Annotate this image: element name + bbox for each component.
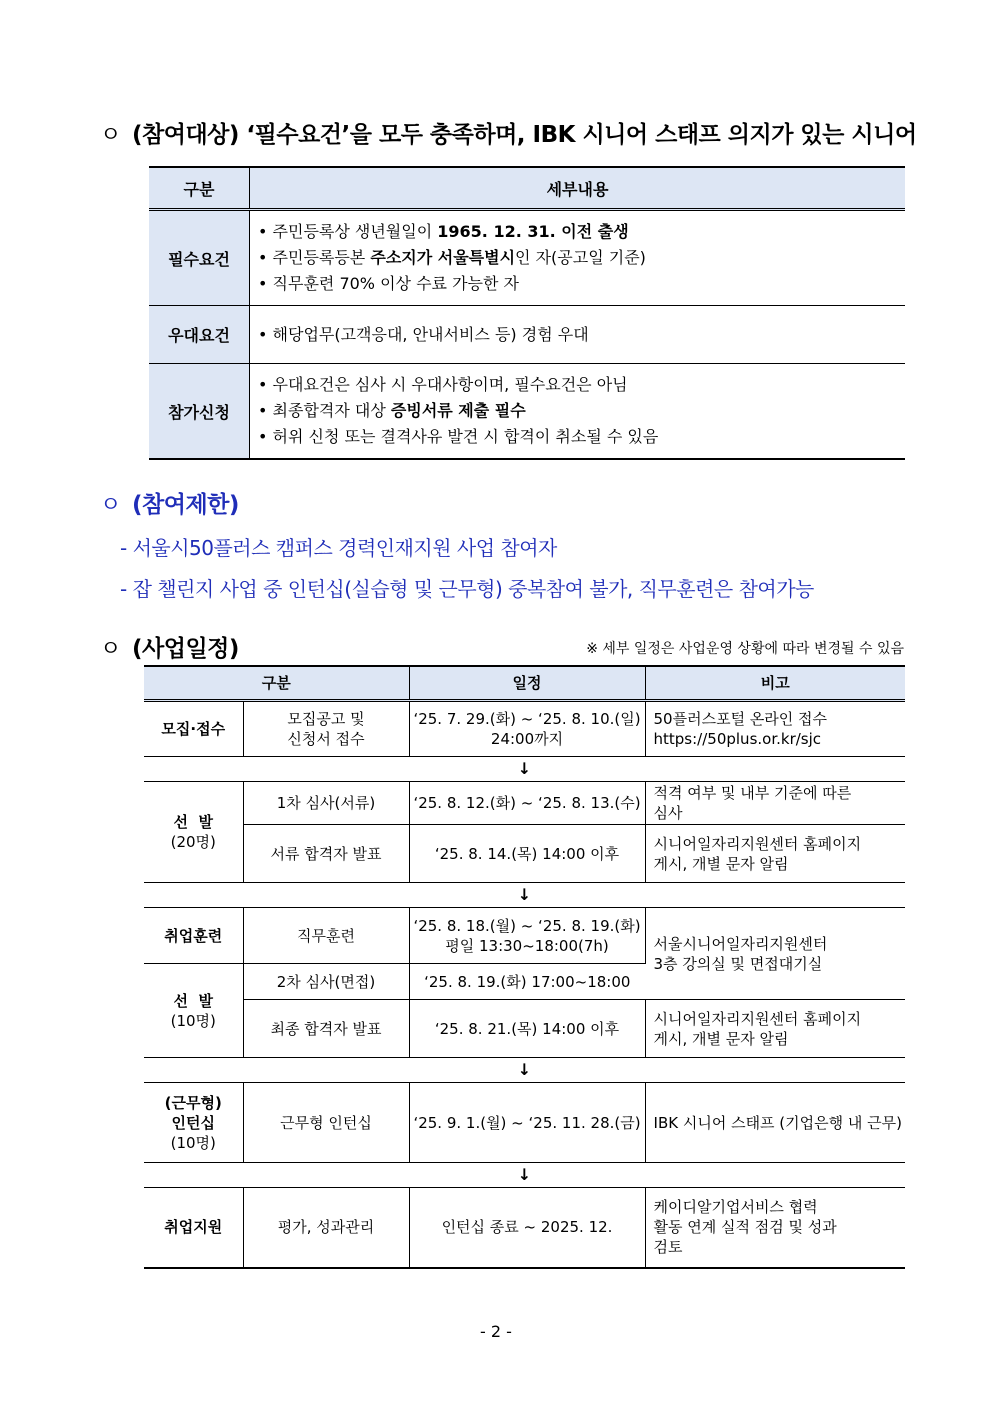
flow-arrow-row: [144, 757, 905, 782]
details-preferred: [250, 306, 906, 364]
table-row: [149, 306, 905, 364]
item-text: 주민등록등본: [272, 248, 371, 267]
bullet-marker: ㅇ: [100, 493, 121, 518]
table-row-select1: [144, 782, 905, 825]
heading-text: (사업일정): [132, 636, 239, 662]
stage-count: (10명): [170, 1133, 216, 1152]
restriction-line: - 서울시50플러스 캠퍼스 경력인재지원 사업 참여자: [120, 536, 557, 560]
task-cell: 직무훈련: [243, 908, 409, 964]
date-cell: ‘25. 7. 29.(화) ~ ‘25. 8. 10.(일) 24:00까지: [409, 701, 645, 757]
details-application: [250, 364, 906, 460]
remark-cell: IBK 시니어 스태프 (기업은행 내 근무): [645, 1083, 905, 1163]
category-required: 필수요건: [149, 210, 250, 306]
item-text: 허위 신청 또는 결격사유 발견 시 합격이 취소될 수 있음: [272, 427, 659, 446]
item-emphasis: 주소지가 서울특별시: [370, 248, 516, 267]
eligibility-table: [149, 166, 905, 460]
table-header-row: [149, 167, 905, 210]
remark-cell: 적격 여부 및 내부 기준에 따른 심사: [645, 782, 905, 825]
task-cell: 1차 심사(서류): [243, 782, 409, 825]
stage-count: (20명): [170, 833, 216, 851]
section-heading-participants: [100, 116, 917, 149]
header-category: 구분: [144, 666, 409, 701]
stage-intern: [144, 1083, 243, 1163]
stage-select-first: [144, 782, 243, 883]
header-remarks: 비고: [645, 666, 905, 701]
table-row-support: [144, 1188, 905, 1268]
schedule-table: [144, 665, 905, 1269]
task-cell: 최종 합격자 발표: [243, 1000, 409, 1058]
item-text: 주민등록상 생년월일이: [272, 222, 438, 241]
restriction-line: - 잡 챌린지 사업 중 인턴십(실습형 및 근무형) 중복참여 불가, 직무훈련은 참여가능: [120, 577, 814, 601]
table-row: [149, 210, 905, 306]
remark-cell: 시니어일자리지원센터 홈페이지 게시, 개별 문자 알림: [645, 1000, 905, 1058]
down-arrow-icon: ↓: [144, 1058, 905, 1083]
schedule-note: ※ 세부 일정은 사업운영 상황에 따라 변경될 수 있음: [586, 641, 904, 657]
down-arrow-icon: ↓: [144, 883, 905, 908]
list-item: [258, 398, 905, 424]
date-cell: ‘25. 8. 19.(화) 17:00~18:00: [409, 964, 645, 1000]
task-cell: 평가, 성과관리: [243, 1188, 409, 1268]
date-cell: 인턴십 종료 ~ 2025. 12.: [409, 1188, 645, 1268]
table-row-recruit: [144, 701, 905, 757]
heading-text: (참여제한): [132, 492, 239, 518]
task-cell: 모집공고 및 신청서 접수: [243, 701, 409, 757]
stage-label: 선 발: [173, 813, 213, 831]
table-row: [144, 1000, 905, 1058]
item-text: 해당업무(고객응대, 안내서비스 등) 경험 우대: [272, 324, 589, 344]
section-heading-restrictions: [100, 486, 239, 519]
remark-cell: 서울시니어일자리지원센터 3층 강의실 및 면접대기실: [645, 908, 905, 1000]
heading-text: (참여대상) ‘필수요건’을 모두 충족하며, IBK 시니어 스태프 의지가 있는 시니어: [132, 122, 917, 148]
list-item: [258, 322, 905, 348]
stage-label: (근무형) 인턴십: [164, 1093, 222, 1132]
item-text: 인 자(공고일 기준): [515, 248, 646, 267]
page-number: - 2 -: [480, 1322, 512, 1341]
flow-arrow-row: [144, 1058, 905, 1083]
item-emphasis: 증빙서류 제출 필수: [390, 401, 526, 420]
task-cell: 서류 합격자 발표: [243, 825, 409, 883]
table-row: [144, 825, 905, 883]
table-row: [149, 364, 905, 460]
header-details: 세부내용: [250, 167, 906, 210]
item-text: 우대요건은 심사 시 우대사항이며, 필수요건은 아님: [272, 375, 628, 394]
table-row-intern: [144, 1083, 905, 1163]
item-text: 최종합격자 대상: [272, 401, 391, 420]
stage-training: 취업훈련: [144, 908, 243, 964]
remark-cell: 시니어일자리지원센터 홈페이지 게시, 개별 문자 알림: [645, 825, 905, 883]
date-cell: ‘25. 8. 18.(월) ~ ‘25. 8. 19.(화) 평일 13:30~18:00(7h): [409, 908, 645, 964]
list-item: [258, 271, 905, 297]
list-item: [258, 424, 905, 450]
category-application: 참가신청: [149, 364, 250, 460]
item-emphasis: 1965. 12. 31. 이전 출생: [437, 222, 629, 241]
item-text: 직무훈련 70% 이상 수료 가능한 자: [272, 274, 519, 293]
stage-support: 취업지원: [144, 1188, 243, 1268]
down-arrow-icon: ↓: [144, 1163, 905, 1188]
date-cell: ‘25. 8. 12.(화) ~ ‘25. 8. 13.(수): [409, 782, 645, 825]
bullet-marker: ㅇ: [100, 637, 121, 662]
stage-label: 선 발: [173, 991, 213, 1010]
remark-cell: 케이디알기업서비스 협력 활동 연계 실적 점검 및 성과 검토: [645, 1188, 905, 1268]
flow-arrow-row: [144, 1163, 905, 1188]
flow-arrow-row: [144, 883, 905, 908]
task-cell: 근무형 인턴십: [243, 1083, 409, 1163]
section-heading-schedule: [100, 630, 239, 663]
down-arrow-icon: ↓: [144, 757, 905, 782]
date-cell: ‘25. 8. 21.(목) 14:00 이후: [409, 1000, 645, 1058]
task-cell: 2차 심사(면접): [243, 964, 409, 1000]
stage-select-second: [144, 964, 243, 1058]
header-schedule: 일정: [409, 666, 645, 701]
list-item: [258, 245, 905, 271]
bullet-marker: ㅇ: [100, 123, 121, 148]
date-cell: ‘25. 8. 14.(목) 14:00 이후: [409, 825, 645, 883]
header-category: 구분: [149, 167, 250, 210]
remark-cell: 50플러스포털 온라인 접수 https://50plus.or.kr/sjc: [645, 701, 905, 757]
category-preferred: 우대요건: [149, 306, 250, 364]
date-cell: ‘25. 9. 1.(월) ~ ‘25. 11. 28.(금): [409, 1083, 645, 1163]
stage-count: (10명): [170, 1011, 216, 1030]
table-header-row: [144, 666, 905, 701]
list-item: [258, 372, 905, 398]
stage-recruit: 모집·접수: [144, 701, 243, 757]
list-item: [258, 219, 905, 245]
details-required: [250, 210, 906, 306]
table-row-training: [144, 908, 905, 964]
